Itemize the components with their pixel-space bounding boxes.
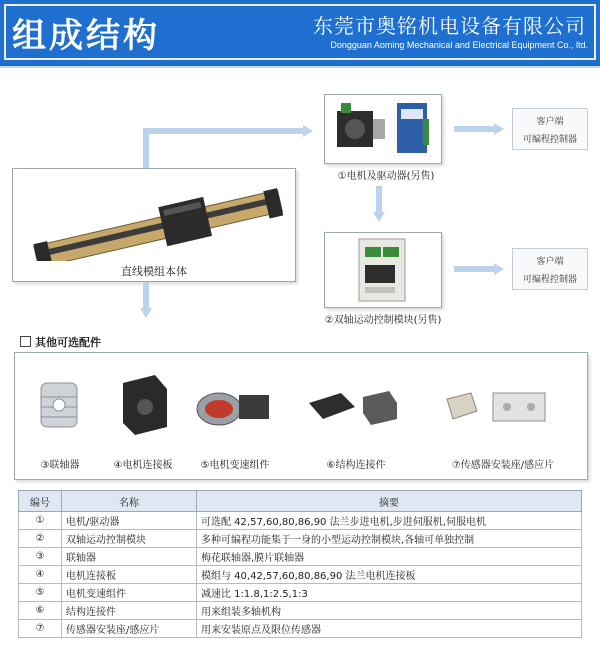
- header-summary: 摘要: [197, 491, 582, 512]
- options-header-label: 其他可选配件: [35, 336, 101, 349]
- arrow-options-shaft: [143, 282, 149, 308]
- row-number: ③: [19, 548, 62, 566]
- row-name: 电机变速组件: [62, 584, 197, 602]
- row-summary: 用来安装原点及限位传感器: [197, 620, 582, 638]
- row-summary: 模组与 40,42,57,60,80,86,90 法兰电机连接板: [197, 566, 582, 584]
- header-banner: [0, 0, 600, 66]
- speed-change-image: [189, 363, 281, 447]
- option-coupling: [25, 363, 95, 471]
- company-name-en: Dongguan Aoming Mechanical and Electrical Equipment Co., ltd.: [330, 40, 588, 50]
- row-name: 双轴运动控制模块: [62, 530, 197, 548]
- controller-module-label: ②双轴运动控制模块(另售): [324, 315, 442, 326]
- arrow-right-head: [303, 125, 313, 137]
- linear-module-image: [13, 169, 295, 261]
- controller-module-image: [325, 233, 441, 307]
- table-row: [19, 584, 582, 602]
- row-summary: 用来组装多轴机构: [197, 602, 582, 620]
- sensor-mount-image: [427, 363, 579, 447]
- arrow-down-head: [373, 212, 385, 222]
- arrow-client1-head: [494, 123, 504, 135]
- client-label-2: 客户端: [536, 257, 564, 267]
- header-number: 编号: [19, 491, 62, 512]
- option-speed-change: [189, 363, 281, 471]
- table-row: [19, 530, 582, 548]
- table-row: [19, 548, 582, 566]
- arrow-client2-head: [494, 263, 504, 275]
- row-name: 结构连接件: [62, 602, 197, 620]
- row-number: ⑥: [19, 602, 62, 620]
- row-number: ④: [19, 566, 62, 584]
- row-summary: 可选配 42,57,60,80,86,90 法兰步进电机,步进伺服机,伺服电机: [197, 512, 582, 530]
- option-label-3: ⑤电机变速组件: [200, 460, 270, 471]
- arrow-client2-shaft: [454, 266, 494, 272]
- motor-driver-label: ①电机及驱动器(另售): [337, 171, 435, 182]
- table-header-row: [19, 491, 582, 512]
- main-body-label: 直线模组本体: [121, 265, 187, 278]
- row-summary: 减速比 1:1.8,1:2.5,1:3: [197, 584, 582, 602]
- client-controller-box-1: [512, 108, 588, 150]
- option-label-1: ③联轴器: [40, 460, 80, 471]
- options-panel: [14, 352, 588, 480]
- row-name: 电机连接板: [62, 566, 197, 584]
- row-number: ②: [19, 530, 62, 548]
- components-table: [18, 490, 582, 638]
- arrow-client1-shaft: [454, 126, 494, 132]
- arrow-options-head: [140, 308, 152, 318]
- row-summary: 多种可编程功能集于一身的小型运动控制模块,各轴可单独控制: [197, 530, 582, 548]
- company-name-cn: 东莞市奥铭机电设备有限公司: [313, 14, 586, 38]
- table-row: [19, 512, 582, 530]
- table-row: [19, 602, 582, 620]
- structure-connector-image: [301, 363, 411, 447]
- row-number: ①: [19, 512, 62, 530]
- option-label-4: ⑥结构连接件: [326, 460, 386, 471]
- header-name: 名称: [62, 491, 197, 512]
- main-body-box: [12, 168, 296, 282]
- motor-driver-box: [324, 94, 442, 164]
- page-title: 组成结构: [12, 16, 160, 56]
- header-divider: [0, 66, 600, 68]
- row-summary: 梅花联轴器,膜片联轴器: [197, 548, 582, 566]
- motor-driver-image: [325, 95, 441, 163]
- coupling-image: [25, 363, 95, 447]
- row-number: ⑤: [19, 584, 62, 602]
- motor-plate-image: [105, 363, 181, 447]
- row-name: 联轴器: [62, 548, 197, 566]
- row-name: 电机/驱动器: [62, 512, 197, 530]
- plc-label-2: 可编程控制器: [522, 275, 577, 285]
- plc-label-1: 可编程控制器: [522, 135, 577, 145]
- arrow-right-shaft: [143, 128, 303, 134]
- client-label-1: 客户端: [536, 117, 564, 127]
- table-row: [19, 620, 582, 638]
- table-row: [19, 566, 582, 584]
- option-label-2: ④电机连接板: [113, 460, 173, 471]
- arrow-up-shaft: [143, 128, 149, 168]
- arrow-down-shaft: [376, 186, 382, 212]
- row-number: ⑦: [19, 620, 62, 638]
- row-name: 传感器安装座/感应片: [62, 620, 197, 638]
- option-structure-connector: [301, 363, 411, 471]
- controller-module-box: [324, 232, 442, 308]
- option-sensor-mount: [427, 363, 579, 471]
- option-motor-plate: [105, 363, 181, 471]
- client-controller-box-2: [512, 248, 588, 290]
- option-label-5: ⑦传感器安装座/感应片: [451, 460, 555, 471]
- checkbox-icon: [20, 336, 31, 347]
- options-header: [20, 334, 101, 350]
